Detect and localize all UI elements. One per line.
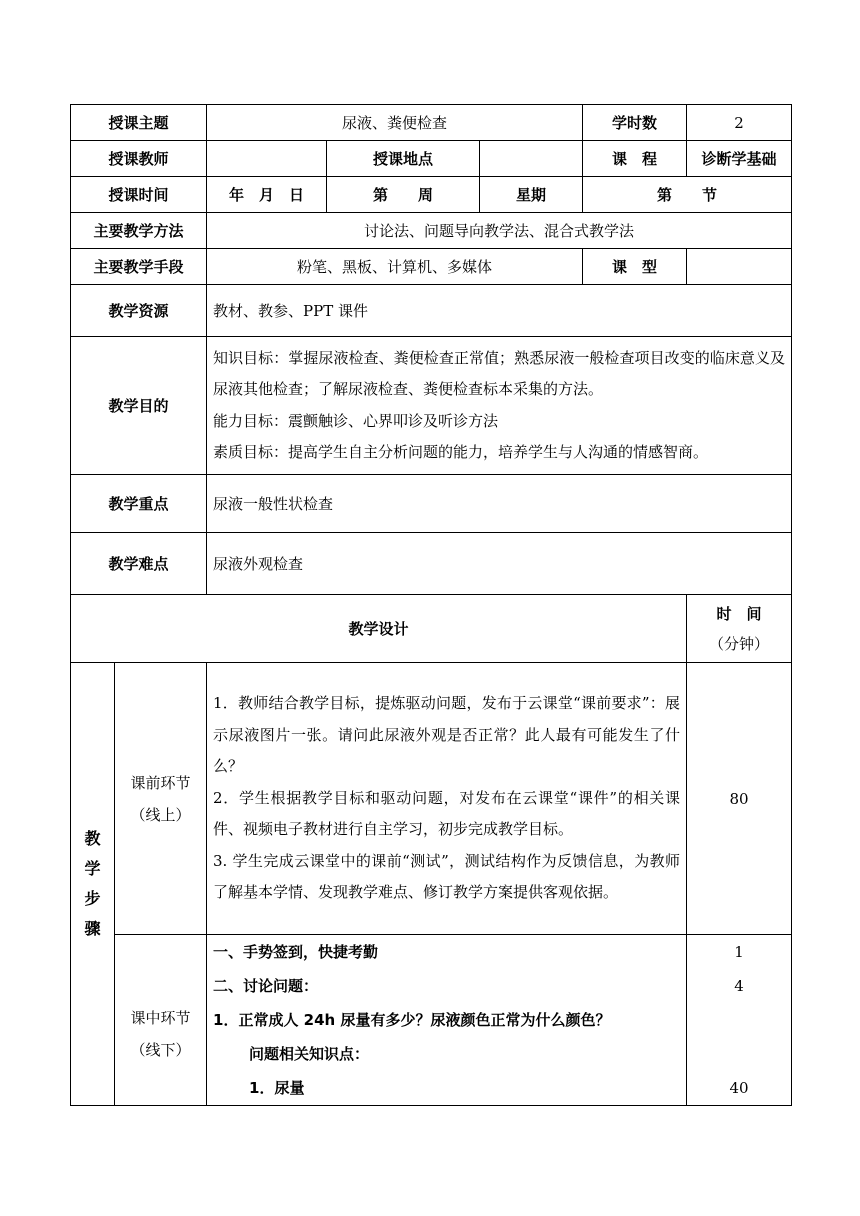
teacher-row (71, 141, 792, 177)
means-value: 粉笔、黑板、计算机、多媒体 (207, 249, 583, 285)
time-header-unit: （分钟） (709, 634, 770, 653)
pre-class-item: 3. 学生完成云课堂中的课前“测试”，测试结构作为反馈信息，为教师了解基本学情、发现教学难点、修订教学方案提供客观依据。 (213, 851, 681, 902)
topic-value: 尿液、粪便检查 (207, 105, 583, 141)
goals-content (207, 337, 792, 475)
goals-row (71, 337, 792, 475)
in-class-content (207, 935, 687, 1106)
in-class-time (687, 1003, 791, 1037)
course-label: 课 程 (583, 141, 687, 177)
time-row (71, 177, 792, 213)
in-class-item: 一、手势签到，快捷考勤 (213, 943, 379, 961)
quality-goal: 素质目标：提高学生自主分析问题的能力，培养学生与人沟通的情感智商。 (213, 443, 709, 461)
pre-class-time: 80 (687, 663, 792, 935)
topic-label: 授课主题 (71, 105, 207, 141)
pre-class-row (71, 663, 792, 935)
difficulty-row (71, 533, 792, 595)
lesson-plan-table (70, 104, 792, 1106)
pre-class-phase-mode: （线上） (130, 805, 191, 824)
course-value: 诊断学基础 (687, 141, 792, 177)
means-row (71, 249, 792, 285)
time-header (687, 595, 792, 663)
difficulty-label: 教学难点 (71, 533, 207, 595)
key-point-label: 教学重点 (71, 475, 207, 533)
in-class-time: 4 (734, 977, 744, 995)
type-value (687, 249, 792, 285)
place-label: 授课地点 (327, 141, 480, 177)
resources-row (71, 285, 792, 337)
in-class-item: 问题相关知识点： (249, 1045, 370, 1063)
in-class-phase-name: 课中环节 (130, 1009, 191, 1027)
teacher-value (207, 141, 327, 177)
hours-label: 学时数 (583, 105, 687, 141)
in-class-times (687, 935, 792, 1106)
in-class-item: 1．尿量 (249, 1079, 305, 1097)
type-label: 课 型 (583, 249, 687, 285)
resources-value: 教材、教参、PPT 课件 (207, 285, 792, 337)
in-class-phase-mode: （线下） (130, 1041, 191, 1059)
design-label: 教学设计 (71, 595, 687, 663)
topic-row (71, 105, 792, 141)
ability-goal: 能力目标：震颤触诊、心界叩诊及听诊方法 (213, 411, 499, 430)
time-header-label: 时 间 (716, 604, 762, 623)
week-value: 第 周 (327, 177, 480, 213)
difficulty-value: 尿液外观检查 (207, 533, 792, 595)
date-value: 年 月 日 (207, 177, 327, 213)
resources-label: 教学资源 (71, 285, 207, 337)
time-label: 授课时间 (71, 177, 207, 213)
in-class-item: 1．正常成人 24h 尿量有多少？尿液颜色正常为什么颜色？ (213, 1011, 611, 1029)
in-class-row (71, 935, 792, 1106)
in-class-time (687, 1037, 791, 1071)
key-point-row (71, 475, 792, 533)
in-class-phase (115, 935, 207, 1106)
in-class-time: 40 (729, 1079, 749, 1097)
method-label: 主要教学方法 (71, 213, 207, 249)
pre-class-item: 1．教师结合教学目标，提炼驱动问题，发布于云课堂“课前要求”：展示尿液图片一张。请问此尿液外观是否正常？此人最有可能发生了什么？ (213, 694, 681, 776)
goals-label: 教学目的 (71, 337, 207, 475)
method-value: 讨论法、问题导向教学法、混合式教学法 (207, 213, 792, 249)
in-class-item: 二、讨论问题： (213, 977, 319, 995)
teacher-label: 授课教师 (71, 141, 207, 177)
in-class-time: 1 (734, 943, 744, 961)
pre-class-content (207, 663, 687, 935)
knowledge-goal: 知识目标：掌握尿液检查、粪便检查正常值；熟悉尿液一般检查项目改变的临床意义及尿液其他检查；了解尿液检查、粪便检查标本采集的方法。 (213, 348, 786, 398)
method-row (71, 213, 792, 249)
pre-class-phase-name: 课前环节 (130, 773, 191, 792)
steps-label: 教 学 步 骤 (71, 663, 115, 1106)
place-value (480, 141, 583, 177)
design-header-row (71, 595, 792, 663)
pre-class-phase (115, 663, 207, 935)
weekday-value: 星期 (480, 177, 583, 213)
means-label: 主要教学手段 (71, 249, 207, 285)
period-value: 第 节 (583, 177, 792, 213)
hours-value: 2 (687, 105, 792, 141)
pre-class-item: 2．学生根据教学目标和驱动问题，对发布在云课堂“课件”的相关课件、视频电子教材进行自主学习，初步完成教学目标。 (213, 788, 681, 839)
key-point-value: 尿液一般性状检查 (207, 475, 792, 533)
